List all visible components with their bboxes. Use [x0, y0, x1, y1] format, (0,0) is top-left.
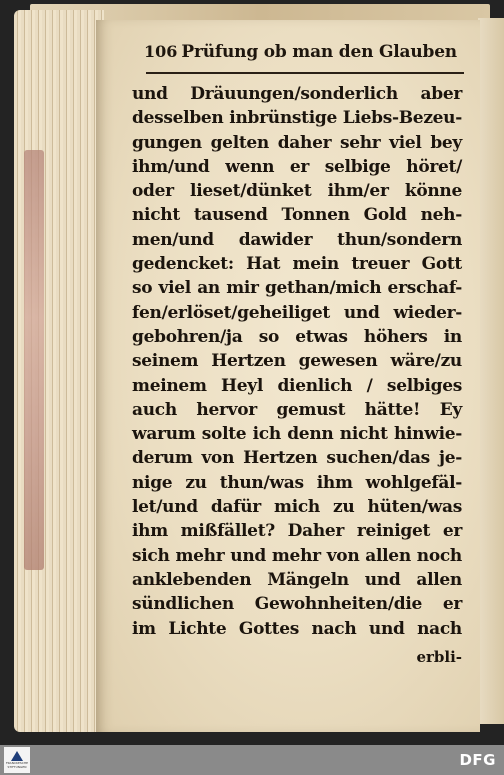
book-cover-left-edge — [24, 150, 44, 570]
text-line: fen/erlöset/geheiliget und wieder- — [132, 302, 462, 323]
library-logo[interactable] — [4, 747, 30, 773]
text-line: anklebenden Mängeln und allen — [132, 569, 462, 590]
text-line: gungen gelten daher sehr viel bey — [132, 132, 462, 153]
text-line: und Dräuungen/sonderlich aber — [132, 84, 462, 104]
catchword: erbli- — [416, 648, 462, 666]
text-line: im Lichte Gottes nach und nach — [132, 618, 462, 639]
dfg-logo[interactable]: DFG — [459, 751, 496, 769]
body-text — [132, 82, 462, 641]
header-rule — [146, 72, 464, 74]
running-head: Prüfung ob man den Glauben — [181, 42, 457, 62]
text-line: gedencket: Hat mein treuer Gott — [132, 254, 462, 275]
text-line: seinem Hertzen gewesen wäre/zu — [132, 351, 462, 372]
logo-mark-icon — [11, 751, 23, 761]
text-line: derum von Hertzen suchen/das je- — [132, 448, 462, 469]
text-line: auch hervor gemust hätte! Ey — [132, 399, 462, 420]
page-header — [144, 42, 474, 62]
text-line: so viel an mir gethan/mich erschaf- — [132, 278, 462, 299]
text-line: meinem Heyl dienlich / selbiges — [132, 375, 462, 396]
library-logo-text: FRANCKESCHE STIFTUNGEN — [5, 761, 29, 769]
text-line: warum solte ich denn nicht hinwie- — [132, 424, 462, 445]
text-line: sündlichen Gewohnheiten/die er — [132, 594, 462, 615]
text-line: oder lieset/dünket ihm/er könne — [132, 181, 462, 202]
text-line: gebohren/ja so etwas höhers in — [132, 326, 462, 347]
viewer-footer — [0, 745, 504, 775]
text-line: ihm mißfället? Daher reiniget er — [132, 521, 462, 542]
text-line: nige zu thun/was ihm wohlgefäl- — [132, 472, 462, 493]
text-line: nicht tausend Tonnen Gold neh- — [132, 205, 462, 226]
page-number: 106 — [144, 42, 178, 61]
text-line: sich mehr und mehr von allen noch — [132, 545, 462, 566]
text-line: ihm/und wenn er selbige höret/ — [132, 156, 462, 177]
book-page — [96, 20, 480, 732]
text-line: let/und dafür mich zu hüten/was — [132, 497, 462, 518]
text-line: desselben inbrünstige Liebs-Bezeu- — [132, 108, 462, 129]
facing-page-edge — [478, 18, 504, 724]
text-line: men/und dawider thun/sondern — [132, 229, 462, 250]
